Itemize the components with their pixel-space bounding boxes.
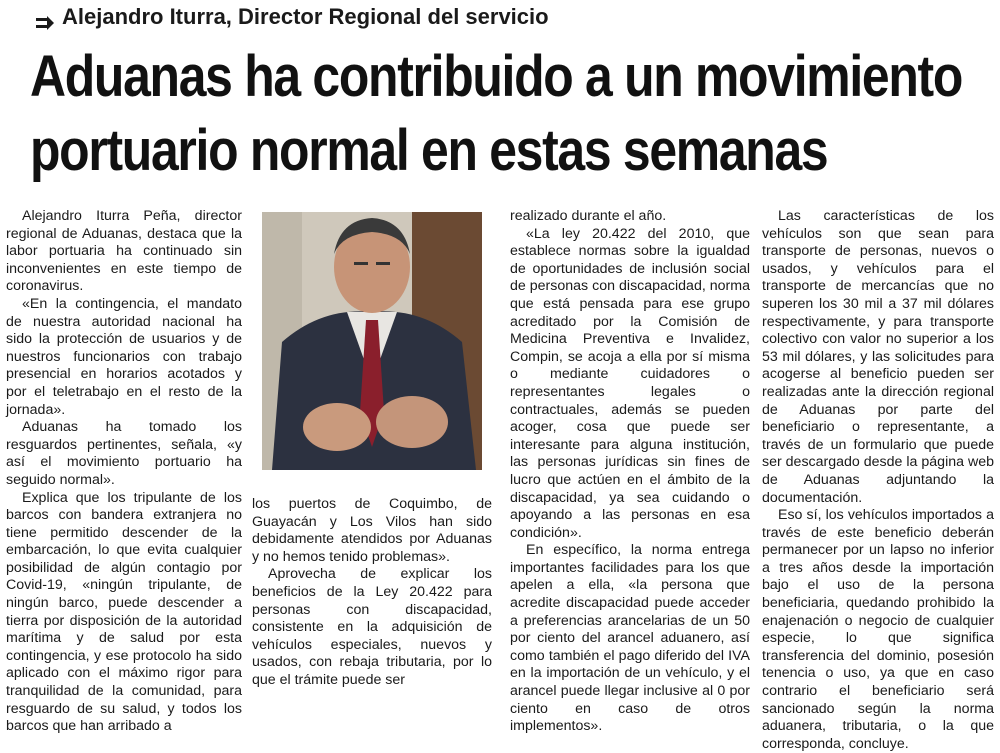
paragraph: Eso sí, los vehículos importados a través de este beneficio deberán permanecer por un lapso no inferior a tres años desde la importación bajo el uso de la persona beneficiaria, quedando prohibido la enajenación o negocio de cualquier especie, lo que significa transferencia del dominio, posesión tenencia o uso, ya que en caso contrario el beneficiario será sancionado según la norma aduanera, tributaria, o la que corresponda, concluye. — [762, 507, 994, 752]
headline — [30, 40, 963, 188]
paragraph: Aprovecha de explicar los beneficios de la Ley 20.422 para personas con discapacidad, consistente en la adquisición de vehículos especiales, nuevos y usados, con rebaja tributaria, por lo que el trámite puede ser — [252, 566, 492, 688]
kicker-text: Alejandro Iturra, Director Regional del servicio — [62, 4, 549, 29]
paragraph: realizado durante el año. — [510, 208, 667, 224]
paragraph: los puertos de Coquimbo, de Guayacán y Los Vilos han sido debidamente atendidos por Aduanas y no hemos tenido problemas». — [252, 496, 492, 565]
paragraph: «La ley 20.422 del 2010, que establece normas sobre la igualdad de oportunidades de inclusión social de personas con discapacidad, norma que está pensada para ese grupo acreditado por la Comisión de Medicina Preventiva e Invalidez, Compin, se acoja a ella por sí misma o mediante cuidadores o representantes legales o contractuales, además se pueden acoger, cosa que puede ser interesante para alguna institución, las personas jurídicas sin fines de lucro que actúen en el ámbito de la discapacidad, ya sea cuidando o apoyando a las personas en esa condición». — [510, 225, 750, 541]
paragraph: En específico, la norma entrega importantes facilidades para los que apelen a ella, «la persona que acredite discapacidad puede acceder a preferencias arancelarias de un 50 por ciento del arancel aduanero, así como también el pago diferido del IVA en la importación de un vehículo, y el arancel puede llegar inclusive al 0 por ciento en caso de otros implementos». — [510, 542, 750, 735]
paragraph: Las características de los vehículos son que sean para transporte de personas, nuevos o usados, y vehículos para el transporte de mercancías que no superen los 30 mil a 37 mil dólares respectivamente, y para transporte colectivo con valor no superior a los 53 mil dólares, y las solicitudes para acogerse al beneficio pueden ser realizadas ante la dirección regional de Aduanas por parte del beneficiario o representante, a través de un formulario que puede ser descargado desde la página web de Aduanas adjuntando la documentación. — [762, 208, 994, 506]
column-4 — [762, 208, 994, 753]
kicker — [36, 4, 549, 30]
column-2 — [252, 496, 492, 690]
portrait-photo — [262, 212, 482, 470]
paragraph: Aduanas ha tomado los resguardos pertinentes, señala, «y así el movimiento portuario ha seguido normal». — [6, 419, 242, 488]
paragraph: Alejandro Iturra Peña, director regional de Aduanas, destaca que la labor portuaria ha continuado sin inconvenientes en este tiempo de coronavirus. — [6, 208, 242, 295]
arrow-right-icon — [36, 10, 54, 24]
paragraph: Explica que los tripulante de los barcos con bandera extranjera no tiene permitido descender de la embarcación, lo que evita cualquier posibilidad de algún contagio por Covid-19, «ningún tripulante, de ningún barco, puede descender a tierra por disposición de la autoridad marítima y de salud por esta contingencia, y ese protocolo ha sido aplicado con el máximo rigor para tranquilidad de la comunidad, para resguardo de su salud, y todos los barcos que han arribado a — [6, 489, 242, 735]
headline-line-2: portuario normal en estas semanas — [30, 118, 828, 183]
paragraph: «En la contingencia, el mandato de nuestra autoridad nacional ha sido la protección de usuarios y de nuestros funcionarios con trabajo presencial en horarios acotados y por el teletrabajo en el resto de la jornada». — [6, 295, 242, 418]
column-3 — [510, 208, 750, 736]
column-1 — [6, 208, 242, 736]
headline-line-1: Aduanas ha contribuido a un movimiento — [30, 44, 963, 109]
